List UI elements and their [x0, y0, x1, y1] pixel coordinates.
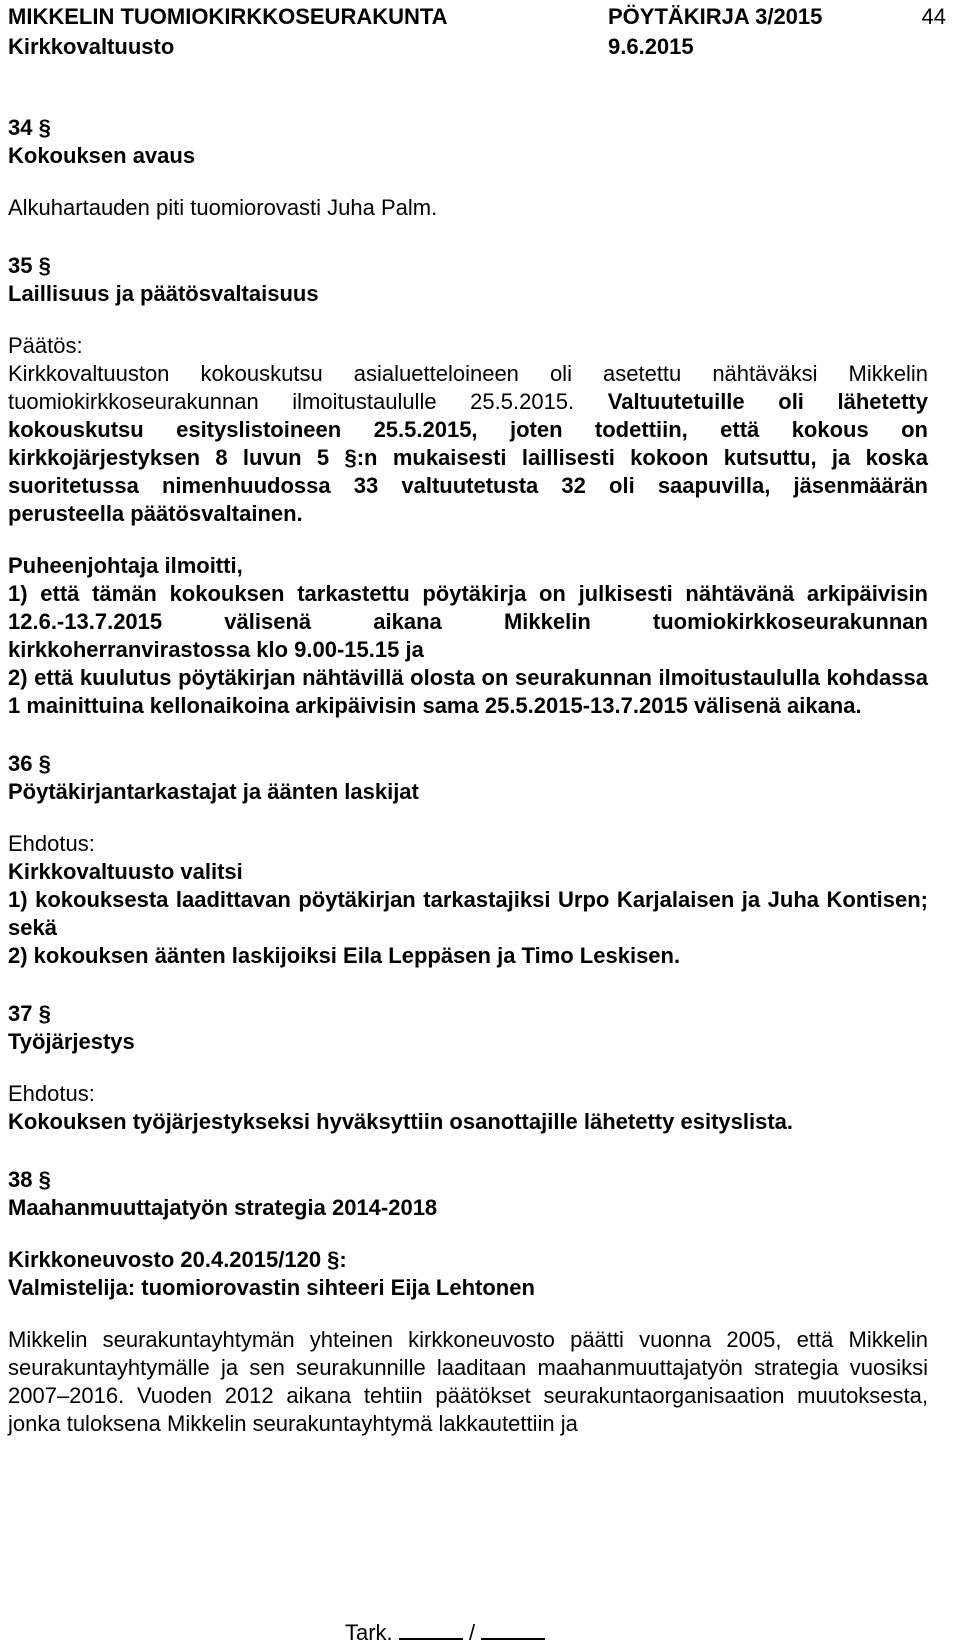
section-37 — [8, 1000, 928, 1136]
section-35 — [8, 252, 928, 720]
section-title: Työjärjestys — [8, 1029, 135, 1054]
chair-announcement: Puheenjohtaja ilmoitti, — [8, 553, 243, 578]
initials-line — [345, 1620, 545, 1646]
section-number: 37 § — [8, 1001, 51, 1026]
section-38 — [8, 1166, 928, 1438]
section-34 — [8, 114, 928, 222]
decision-label: Päätös: — [8, 333, 83, 358]
section-36 — [8, 750, 928, 970]
proposal-intro: Kirkkovaltuusto valitsi — [8, 859, 243, 884]
header-date: 9.6.2015 — [608, 34, 694, 59]
body-paragraph: Mikkelin seurakuntayhtymän yhteinen kirkkoneuvosto päätti vuonna 2005, että Mikkelin seurakuntayhtymälle ja sen seurakunnille laaditaan maahanmuuttajatyön strategia vuosiksi 2007–2016. Vuoden 2012 aikana tehtiin päätökset seurakuntaorganisaation muutoksesta, jonka tuloksena Mikkelin seurakuntayhtymä lakkautettiin ja — [8, 1327, 928, 1436]
proposal-label: Ehdotus: — [8, 831, 95, 856]
initials-blank-1[interactable] — [399, 1638, 463, 1640]
section-title: Pöytäkirjantarkastajat ja äänten laskijat — [8, 779, 419, 804]
header-body: Kirkkovaltuusto — [8, 34, 175, 59]
preparer-line: Valmistelija: tuomiorovastin sihteeri Eija Lehtonen — [8, 1275, 535, 1300]
decision-paragraph — [8, 360, 928, 528]
section-title: Kokouksen avaus — [8, 143, 196, 168]
proposal-label: Ehdotus: — [8, 1081, 95, 1106]
decision-text-normal: Kirkkovaltuuston kokouskutsu asialuetteloineen oli asetettu nähtäväksi Mikkelin tuomiokirkkoseurakunnan ilmoitustaululle 25.5.2015. — [8, 361, 928, 414]
proposal-item-2: 2) kokouksen äänten laskijoiksi Eila Leppäsen ja Timo Leskisen. — [8, 943, 681, 968]
initials-label: Tark. — [345, 1620, 393, 1645]
section-number: 38 § — [8, 1167, 51, 1192]
proposal-text: Kokouksen työjärjestykseksi hyväksyttiin osanottajille lähetetty esityslista. — [8, 1109, 793, 1134]
section-number: 35 § — [8, 253, 51, 278]
announcement-item-1: 1) että tämän kokouksen tarkastettu pöytäkirja on julkisesti nähtävänä arkipäivisin 12.6.-13.7.2015 välisenä aikana Mikkelin tuomiokirkkoseurakunnan kirkkoherranvirastossa klo 9.00-15.15 ja — [8, 581, 928, 662]
decision-text-bold: Valtuutetuille oli lähetetty kokouskutsu esityslistoineen 25.5.2015, joten todettiin, että kokous on kirkkojärjestyksen 8 luvun 5 §:n mukaisesti laillisesti kokoon kutsuttu, ja koska suoritetussa nimenhuudossa 33 valtuutetusta 32 oli saapuvilla, jäsenmäärän perusteella päätösvaltainen. — [8, 389, 928, 526]
header-page-number: 44 — [921, 4, 946, 29]
reference-line: Kirkkoneuvosto 20.4.2015/120 §: — [8, 1247, 347, 1272]
initials-blank-2[interactable] — [481, 1638, 545, 1640]
minutes-content — [8, 114, 928, 1438]
section-number: 36 § — [8, 751, 51, 776]
section-number: 34 § — [8, 115, 51, 140]
initials-separator: / — [468, 1620, 476, 1645]
header-document-number: PÖYTÄKIRJA 3/2015 — [608, 4, 823, 29]
section-title: Laillisuus ja päätösvaltaisuus — [8, 281, 319, 306]
header-organization: MIKKELIN TUOMIOKIRKKOSEURAKUNTA — [8, 4, 448, 29]
announcement-item-2: 2) että kuulutus pöytäkirjan nähtävillä olosta on seurakunnan ilmoitustaululla kohdassa 1 mainittuina kellonaikoina arkipäivisin sama 25.5.2015-13.7.2015 välisenä aikana. — [8, 665, 928, 718]
proposal-item-1: 1) kokouksesta laadittavan pöytäkirjan tarkastajiksi Urpo Karjalaisen ja Juha Kontisen; sekä — [8, 887, 928, 940]
section-text: Alkuhartauden piti tuomiorovasti Juha Palm. — [8, 195, 438, 220]
section-title: Maahanmuuttajatyön strategia 2014-2018 — [8, 1195, 438, 1220]
